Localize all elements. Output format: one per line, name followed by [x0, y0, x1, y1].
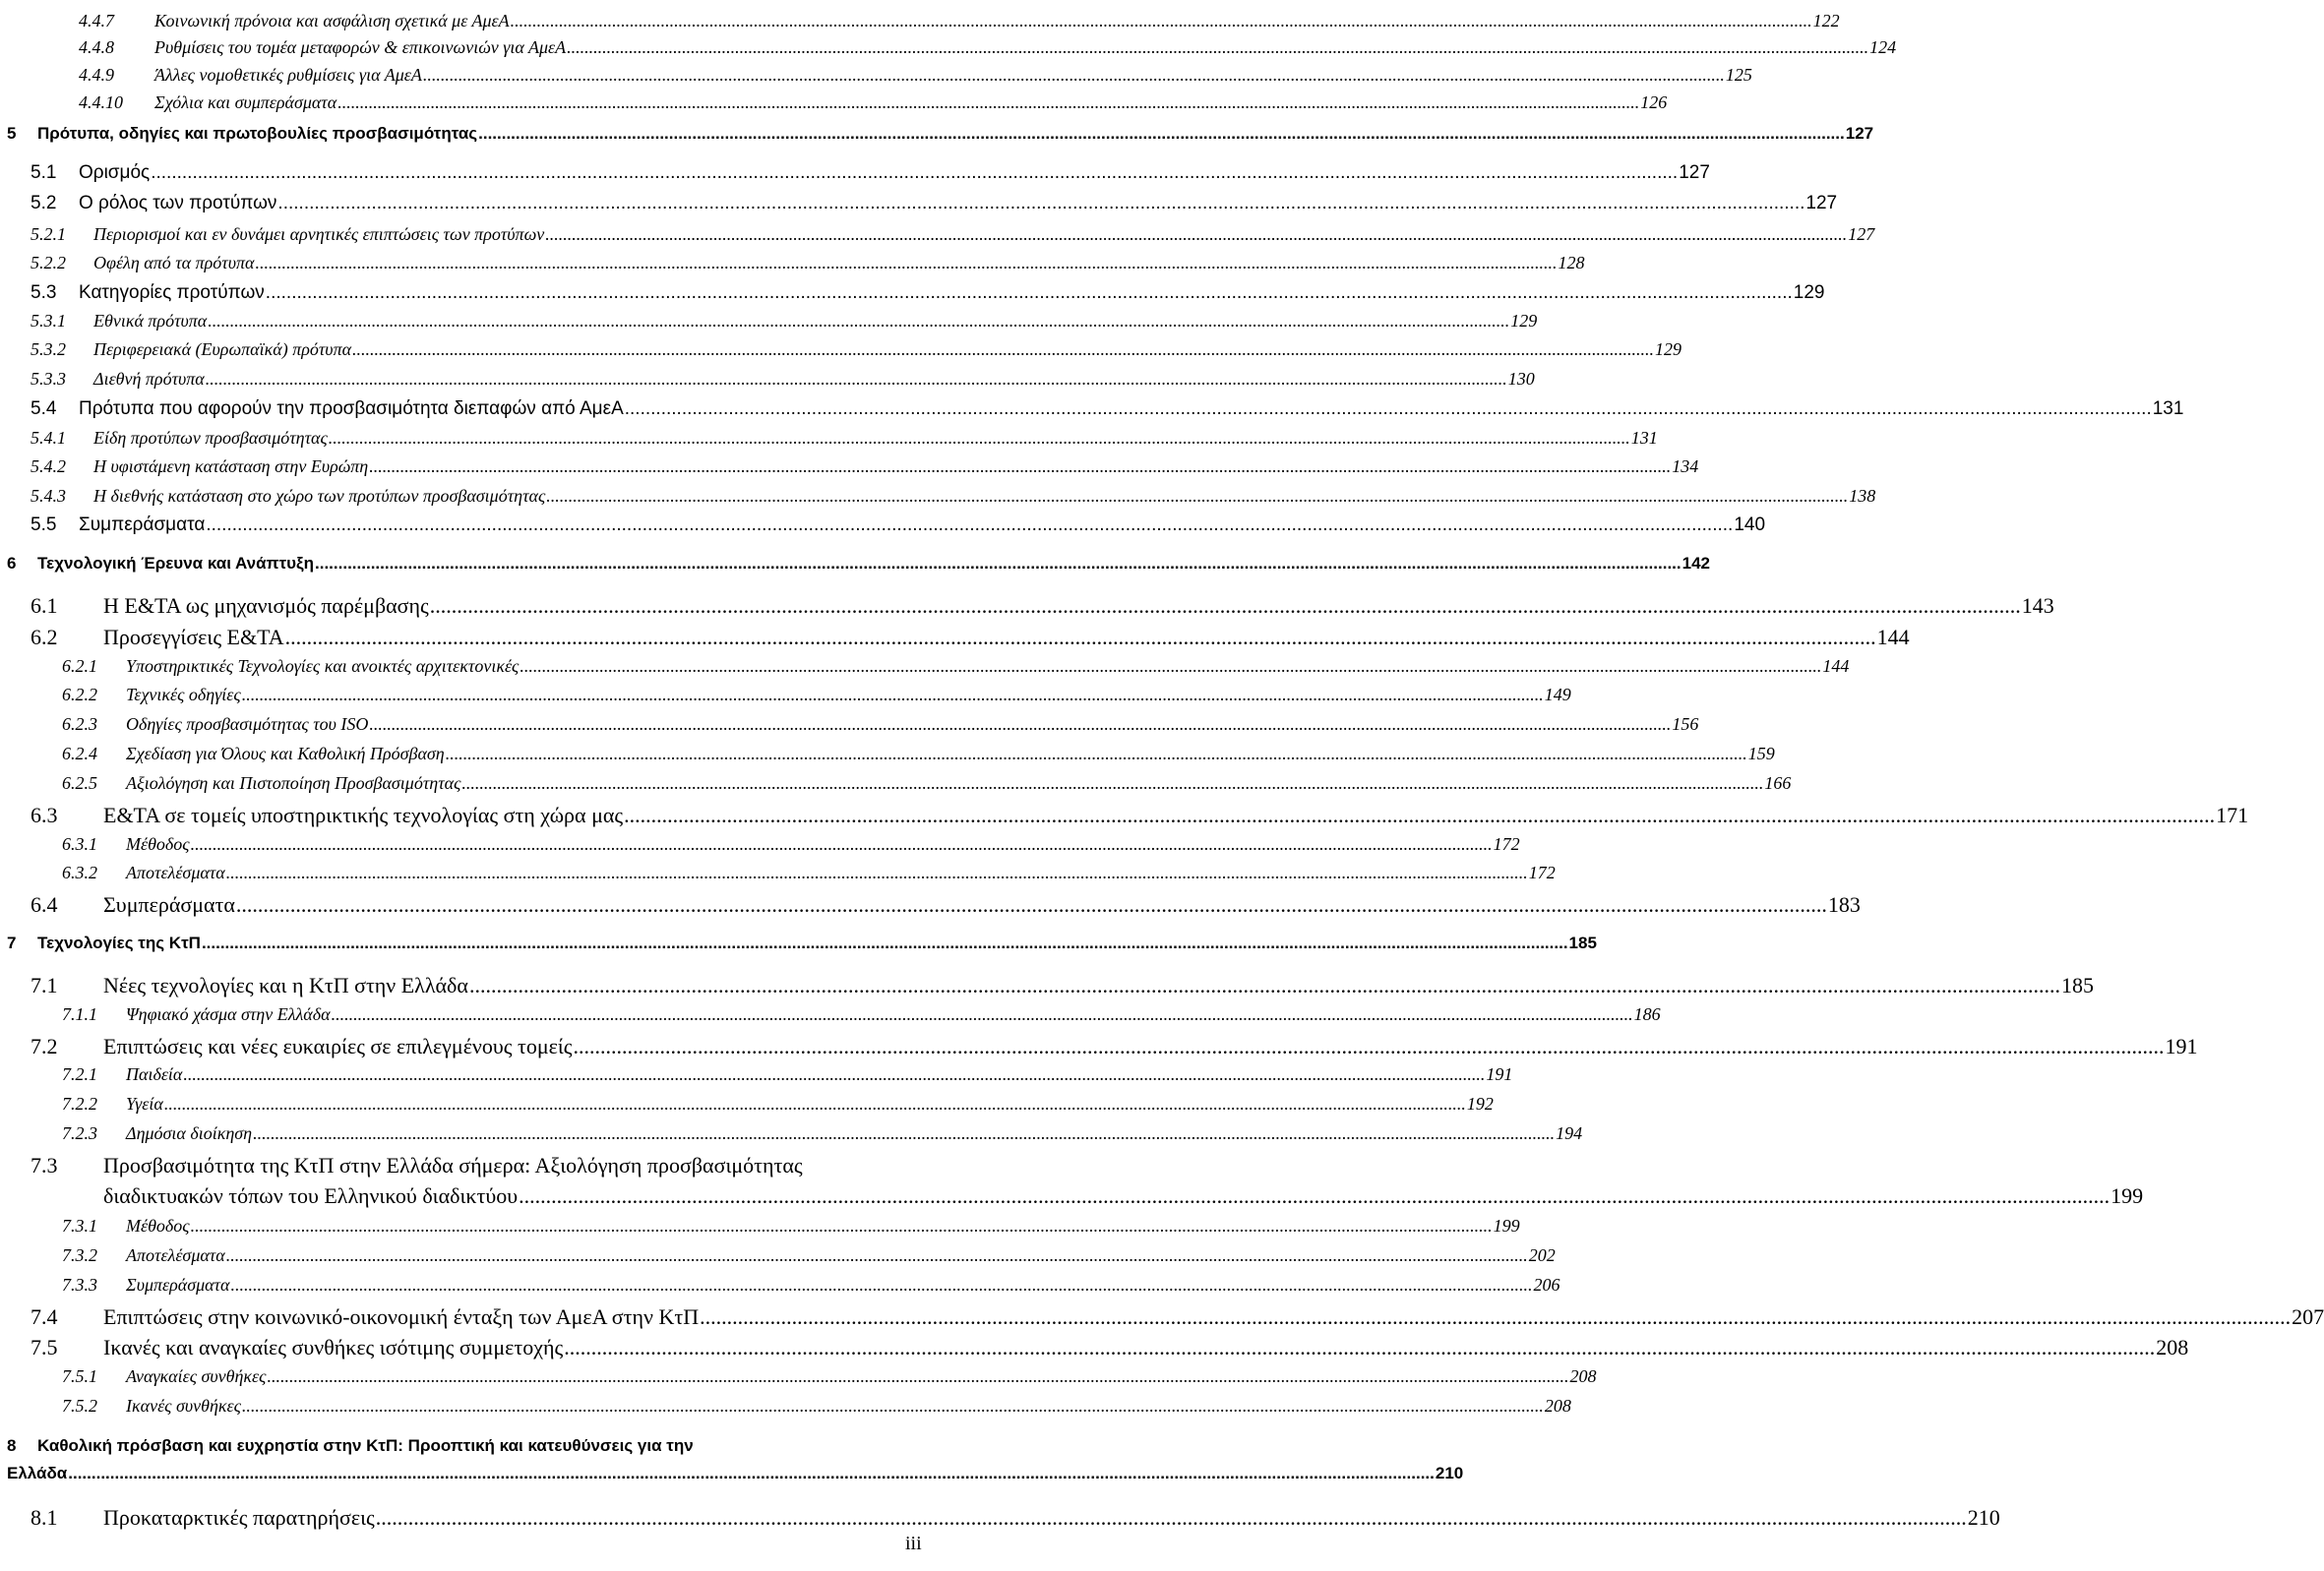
- toc-entry-number: 7.2.1: [62, 1064, 97, 1084]
- toc-entry-line: [93, 339, 1682, 360]
- toc-entry-page: 144: [1822, 656, 1850, 676]
- toc-entry-title: Ο ρόλος των προτύπων: [79, 193, 277, 213]
- page-number: iii: [905, 1533, 922, 1554]
- dot-leader: [545, 224, 1847, 245]
- toc-entry-line: [7, 1464, 1464, 1483]
- dot-leader: [567, 37, 1868, 58]
- toc-entry-line: [126, 1123, 1583, 1144]
- toc-entry-page: 134: [1672, 456, 1699, 476]
- dot-leader: [469, 973, 2060, 998]
- toc-entry-page: 130: [1507, 369, 1535, 389]
- toc-entry-line: [103, 625, 1910, 650]
- toc-entry-title: Περιφερειακά (Ευρωπαϊκά) πρότυπα: [93, 339, 352, 359]
- toc-entry-number: 7.5.2: [62, 1396, 97, 1416]
- toc-entry-number: 6.3.1: [62, 834, 97, 854]
- dot-leader: [277, 193, 1804, 214]
- toc-entry-number: 7.1: [31, 973, 58, 997]
- toc-entry-title: Υγεία: [126, 1094, 163, 1114]
- toc-entry-number: 7.5: [31, 1335, 58, 1360]
- toc-entry-title: διαδικτυακών τόπων του Ελληνικού διαδικτύου: [103, 1183, 519, 1208]
- toc-entry-page: 149: [1544, 685, 1571, 704]
- dot-leader: [478, 124, 1845, 144]
- toc-entry-title: Προκαταρκτικές παρατηρήσεις: [103, 1505, 375, 1530]
- toc-entry-line: [126, 1396, 1571, 1417]
- toc-entry-title: Επιπτώσεις στην κοινωνικό-οικονομική ένταξη των ΑμεΑ στην ΚτΠ: [103, 1304, 700, 1329]
- toc-entry-number: 6.2.3: [62, 714, 97, 734]
- toc-entry-title: Νέες τεχνολογίες και η ΚτΠ στην Ελλάδα: [103, 973, 468, 997]
- toc-entry-line: [103, 1505, 2000, 1531]
- toc-entry-page: 172: [1528, 863, 1556, 882]
- toc-entry-line: [103, 1335, 2189, 1360]
- dot-leader: [208, 311, 1509, 332]
- toc-entry-number: 6.2.2: [62, 685, 97, 704]
- toc-entry-title: Η διεθνής κατάσταση στο χώρο των προτύπων προσβασιμότητας: [93, 486, 546, 506]
- toc-entry-title: Περιορισμοί και εν δυνάμει αρνητικές επιπτώσεις των προτύπων: [93, 224, 545, 244]
- toc-entry-page: 129: [1655, 339, 1682, 359]
- dot-leader: [242, 1396, 1544, 1417]
- dot-leader: [230, 1275, 1532, 1296]
- toc-entry-page: 156: [1672, 714, 1699, 734]
- toc-entry-line: [126, 1245, 1556, 1266]
- toc-entry-number: 7: [7, 934, 17, 952]
- toc-entry-line: [126, 714, 1699, 735]
- toc-entry-number: 4.4.8: [79, 37, 114, 57]
- toc-entry-number: 7.2.2: [62, 1094, 97, 1114]
- dot-leader: [423, 65, 1725, 86]
- toc-entry-page: 172: [1493, 834, 1520, 854]
- toc-entry-title: Ρυθμίσεις του τομέα μεταφορών & επικοινωνιών για ΑμεΑ: [154, 37, 567, 57]
- toc-entry-line: [126, 1064, 1513, 1085]
- toc-entry-line: [126, 744, 1775, 764]
- toc-entry-line: [93, 253, 1585, 273]
- toc-entry-number: 7.2.3: [62, 1123, 97, 1143]
- toc-entry-line: [103, 892, 1861, 918]
- toc-entry-title: Κατηγορίες προτύπων: [79, 282, 265, 303]
- dot-leader: [206, 369, 1507, 390]
- dot-leader: [266, 282, 1793, 304]
- toc-entry-line: [126, 1216, 1520, 1237]
- toc-entry-number: 5.3.3: [31, 369, 66, 389]
- toc-entry-number: 6: [7, 554, 17, 573]
- toc-entry-title: Τεχνολογίες της ΚτΠ: [37, 934, 201, 952]
- toc-entry-title: Άλλες νομοθετικές ρυθμίσεις για ΑμεΑ: [154, 65, 422, 85]
- toc-entry-title: Μέθοδος: [126, 1216, 190, 1236]
- toc-entry-page: 166: [1764, 773, 1792, 793]
- toc-entry-title: Δημόσια διοίκηση: [126, 1123, 253, 1143]
- dot-leader: [285, 625, 1876, 650]
- toc-entry-number: 6.2.4: [62, 744, 97, 763]
- toc-entry-line: [126, 1094, 1494, 1115]
- toc-entry-number: 7.1.1: [62, 1004, 97, 1024]
- toc-entry-title: Διεθνή πρότυπα: [93, 369, 205, 389]
- toc-entry-number: 4.4.10: [79, 92, 123, 112]
- toc-entry-title: Πρότυπα που αφορούν την προσβασιμότητα διεπαφών από ΑμεΑ: [79, 398, 624, 419]
- toc-entry-title: Επιπτώσεις και νέες ευκαιρίες σε επιλεγμένους τομείς: [103, 1034, 573, 1058]
- toc-entry-page: 183: [1827, 892, 1861, 917]
- toc-entry-line: [126, 685, 1571, 705]
- toc-entry-page: 210: [1967, 1505, 2000, 1530]
- toc-entry-title: Ελλάδα: [7, 1464, 68, 1482]
- toc-entry-number: 5.5: [31, 514, 57, 535]
- toc-entry-line: [93, 486, 1876, 507]
- toc-entry-title: Ικανές και αναγκαίες συνθήκες ισότιμης συμμετοχής: [103, 1335, 564, 1360]
- toc-entry-number: 5: [7, 124, 17, 143]
- toc-entry-number: 6.2: [31, 625, 58, 649]
- toc-entry-page: 122: [1812, 11, 1840, 30]
- dot-leader: [625, 398, 2152, 420]
- toc-entry-number: 5.2.1: [31, 224, 66, 244]
- toc-entry-number: 8.1: [31, 1505, 58, 1530]
- toc-entry-line: [126, 863, 1556, 883]
- dot-leader: [164, 1094, 1466, 1115]
- toc-entry-page: 129: [1510, 311, 1538, 331]
- toc-entry-page: 191: [2165, 1034, 2198, 1058]
- toc-entry-page: 129: [1793, 282, 1825, 303]
- dot-leader: [191, 1216, 1493, 1237]
- dot-leader: [430, 593, 2021, 619]
- toc-entry-page: 199: [1493, 1216, 1520, 1236]
- dot-leader: [546, 486, 1848, 507]
- toc-entry-page: 186: [1633, 1004, 1661, 1024]
- toc-entry-number: 6.2.1: [62, 656, 97, 676]
- toc-entry-line: [79, 162, 1710, 184]
- toc-entry-number: 7.3.2: [62, 1245, 97, 1265]
- toc-entry-title: Προσβασιμότητα της ΚτΠ στην Ελλάδα σήμερα: Αξιολόγηση προσβασιμότητας: [103, 1153, 803, 1178]
- toc-entry-line: [126, 834, 1520, 855]
- toc-entry-title: Οδηγίες προσβασιμότητας του ISO: [126, 714, 369, 734]
- toc-entry-title: Ικανές συνθήκες: [126, 1396, 241, 1416]
- dot-leader: [68, 1464, 1435, 1483]
- toc-entry-title: Σχόλια και συμπεράσματα: [154, 92, 337, 112]
- toc-entry-line: [79, 282, 1825, 304]
- toc-entry-page: 126: [1640, 92, 1668, 112]
- dot-leader: [315, 554, 1682, 574]
- toc-entry-title: Αποτελέσματα: [126, 863, 225, 882]
- toc-entry-title: Εθνικά πρότυπα: [93, 311, 208, 331]
- toc-entry-line: [103, 593, 2054, 619]
- dot-leader: [369, 714, 1671, 735]
- toc-entry-title: Κοινωνική πρόνοια και ασφάλιση σχετικά με ΑμεΑ: [154, 11, 510, 30]
- toc-entry-line: [93, 369, 1535, 390]
- dot-leader: [191, 834, 1493, 855]
- toc-entry-number: 6.3: [31, 803, 58, 827]
- toc-entry-number: 6.4: [31, 892, 58, 917]
- toc-entry-page: 199: [2110, 1183, 2144, 1208]
- dot-leader: [255, 253, 1557, 273]
- toc-entry-page: 124: [1869, 37, 1897, 57]
- toc-entry-number: 4.4.7: [79, 11, 114, 30]
- toc-entry-line: [37, 124, 1874, 144]
- toc-entry-title: Προσεγγίσεις Ε&ΤΑ: [103, 625, 284, 649]
- toc-entry-line: [126, 1004, 1661, 1025]
- toc-entry-page: 143: [2021, 593, 2054, 618]
- toc-entry-line: [37, 554, 1710, 574]
- dot-leader: [352, 339, 1654, 360]
- toc-entry-line: [103, 1034, 2198, 1059]
- toc-entry-number: 8: [7, 1436, 17, 1455]
- toc-entry-line: [154, 37, 1897, 58]
- toc-entry-number: 5.4.1: [31, 428, 66, 448]
- toc-entry-title: Είδη προτύπων προσβασιμότητας: [93, 428, 328, 448]
- toc-entry-number: 4.4.9: [79, 65, 114, 85]
- toc-entry-page: 185: [1568, 934, 1597, 952]
- dot-leader: [700, 1304, 2291, 1330]
- toc-entry-page: 159: [1747, 744, 1775, 763]
- toc-entry-title: Αναγκαίες συνθήκες: [126, 1366, 267, 1386]
- dot-leader: [183, 1064, 1485, 1085]
- toc-entry-line: [126, 656, 1850, 677]
- dot-leader: [151, 162, 1678, 184]
- toc-entry-title: Παιδεία: [126, 1064, 183, 1084]
- toc-entry-page: 140: [1734, 514, 1766, 535]
- toc-entry-number: 6.3.2: [62, 863, 97, 882]
- toc-entry-title: Η υφιστάμενη κατάσταση στην Ευρώπη: [93, 456, 369, 476]
- toc-entry-number: 7.4: [31, 1304, 58, 1329]
- toc-entry-line: [126, 1275, 1560, 1296]
- toc-entry-page: 127: [1845, 124, 1874, 143]
- toc-entry-line: [126, 1366, 1597, 1387]
- toc-entry-page: 208: [1569, 1366, 1597, 1386]
- toc-entry-page: 131: [2152, 398, 2184, 419]
- toc-entry-title: Τεχνολογική Έρευνα και Ανάπτυξη: [37, 554, 315, 573]
- toc-entry-title: Τεχνικές οδηγίες: [126, 685, 241, 704]
- toc-entry-line: [103, 1304, 2324, 1330]
- toc-entry-page: 202: [1528, 1245, 1556, 1265]
- toc-entry-title: Η Ε&ΤΑ ως μηχανισμός παρέμβασης: [103, 593, 429, 618]
- toc-entry-number: 5.3.2: [31, 339, 66, 359]
- toc-entry-line: [79, 398, 2184, 420]
- dot-leader: [446, 744, 1747, 764]
- dot-leader: [253, 1123, 1555, 1144]
- toc-entry-number: 7.3.1: [62, 1216, 97, 1236]
- toc-entry-number: 5.3.1: [31, 311, 66, 331]
- toc-entry-page: 206: [1533, 1275, 1560, 1295]
- toc-entry-title: Ορισμός: [79, 162, 151, 183]
- toc-entry-number: 5.1: [31, 162, 57, 183]
- toc-entry-number: 5.2: [31, 193, 57, 213]
- dot-leader: [624, 803, 2215, 828]
- dot-leader: [329, 428, 1630, 449]
- toc-entry-page: 185: [2060, 973, 2094, 997]
- toc-entry-line: [103, 973, 2094, 998]
- toc-entry-page: 142: [1682, 554, 1710, 573]
- toc-entry-page: 171: [2216, 803, 2249, 827]
- dot-leader: [461, 773, 1763, 794]
- toc-entry-title: Σχεδίαση για Όλους και Καθολική Πρόσβαση: [126, 744, 445, 763]
- toc-entry-title: Οφέλη από τα πρότυπα: [93, 253, 255, 272]
- dot-leader: [202, 934, 1568, 953]
- toc-entry-line: [103, 803, 2249, 828]
- toc-entry-title: Μέθοδος: [126, 834, 190, 854]
- toc-entry-page: 131: [1630, 428, 1658, 448]
- toc-entry-page: 192: [1466, 1094, 1494, 1114]
- toc-entry-title: Αξιολόγηση και Πιστοποίηση Προσβασιμότητας: [126, 773, 461, 793]
- dot-leader: [511, 11, 1812, 31]
- toc-entry-number: 7.5.1: [62, 1366, 97, 1386]
- dot-leader: [519, 1183, 2110, 1209]
- toc-entry-page: 194: [1556, 1123, 1583, 1143]
- toc-entry-title: Αποτελέσματα: [126, 1245, 225, 1265]
- toc-entry-title: Καθολική πρόσβαση και ευχρηστία στην ΚτΠ: Προοπτική και κατευθύνσεις για την: [37, 1436, 694, 1455]
- toc-entry-page: 144: [1876, 625, 1910, 649]
- toc-entry-page: 127: [1805, 193, 1838, 213]
- toc-entry-line: [79, 193, 1838, 214]
- dot-leader: [226, 863, 1528, 883]
- toc-entry-title: Πρότυπα, οδηγίες και πρωτοβουλίες προσβασιμότητας: [37, 124, 478, 143]
- toc-entry-line: [103, 1183, 2144, 1209]
- toc-entry-number: 5.3: [31, 282, 57, 303]
- toc-entry-line: [93, 224, 1875, 245]
- dot-leader: [236, 892, 1827, 918]
- toc-entry-number: 5.2.2: [31, 253, 66, 272]
- toc-entry-line: [93, 311, 1538, 332]
- toc-entry-page: 207: [2292, 1304, 2324, 1329]
- toc-entry-number: 5.4: [31, 398, 57, 419]
- toc-entry-number: 7.3: [31, 1153, 58, 1178]
- toc-entry-line: [126, 773, 1792, 794]
- dot-leader: [369, 456, 1671, 477]
- toc-entry-line: [154, 11, 1840, 31]
- toc-entry-title: Συμπεράσματα: [103, 892, 235, 917]
- toc-entry-page: 127: [1679, 162, 1710, 183]
- dot-leader: [520, 656, 1821, 677]
- toc-entry-number: 5.4.3: [31, 486, 66, 506]
- toc-entry-line: [79, 514, 1766, 536]
- toc-entry-page: 138: [1849, 486, 1876, 506]
- dot-leader: [376, 1505, 1967, 1531]
- dot-leader: [206, 514, 1733, 536]
- toc-entry-title: Υποστηρικτικές Τεχνολογίες και ανοικτές αρχιτεκτονικές: [126, 656, 520, 676]
- toc-entry-line: [154, 92, 1668, 113]
- toc-entry-line: [93, 428, 1658, 449]
- toc-entry-title: Ψηφιακό χάσμα στην Ελλάδα: [126, 1004, 331, 1024]
- toc-entry-page: 125: [1725, 65, 1752, 85]
- toc-entry-number: 7.2: [31, 1034, 58, 1058]
- toc-entry-page: 191: [1486, 1064, 1513, 1084]
- dot-leader: [574, 1034, 2165, 1059]
- toc-entry-title: Συμπεράσματα: [79, 514, 206, 535]
- dot-leader: [267, 1366, 1568, 1387]
- toc-entry-page: 208: [1544, 1396, 1571, 1416]
- toc-entry-line: [154, 65, 1752, 86]
- toc-entry-number: 5.4.2: [31, 456, 66, 476]
- toc-entry-line: [93, 456, 1699, 477]
- dot-leader: [226, 1245, 1528, 1266]
- toc-entry-title: Συμπεράσματα: [126, 1275, 230, 1295]
- toc-entry-page: 128: [1558, 253, 1585, 272]
- toc-entry-page: 127: [1848, 224, 1875, 244]
- toc-entry-number: 7.3.3: [62, 1275, 97, 1295]
- toc-entry-number: 6.2.5: [62, 773, 97, 793]
- dot-leader: [332, 1004, 1633, 1025]
- toc-entry-title: Ε&ΤΑ σε τομείς υποστηρικτικής τεχνολογίας στη χώρα μας: [103, 803, 624, 827]
- dot-leader: [564, 1335, 2155, 1360]
- dot-leader: [337, 92, 1639, 113]
- toc-entry-line: [37, 934, 1597, 953]
- toc-entry-page: 210: [1435, 1464, 1464, 1482]
- toc-entry-page: 208: [2156, 1335, 2189, 1360]
- dot-leader: [242, 685, 1544, 705]
- toc-entry-number: 6.1: [31, 593, 58, 618]
